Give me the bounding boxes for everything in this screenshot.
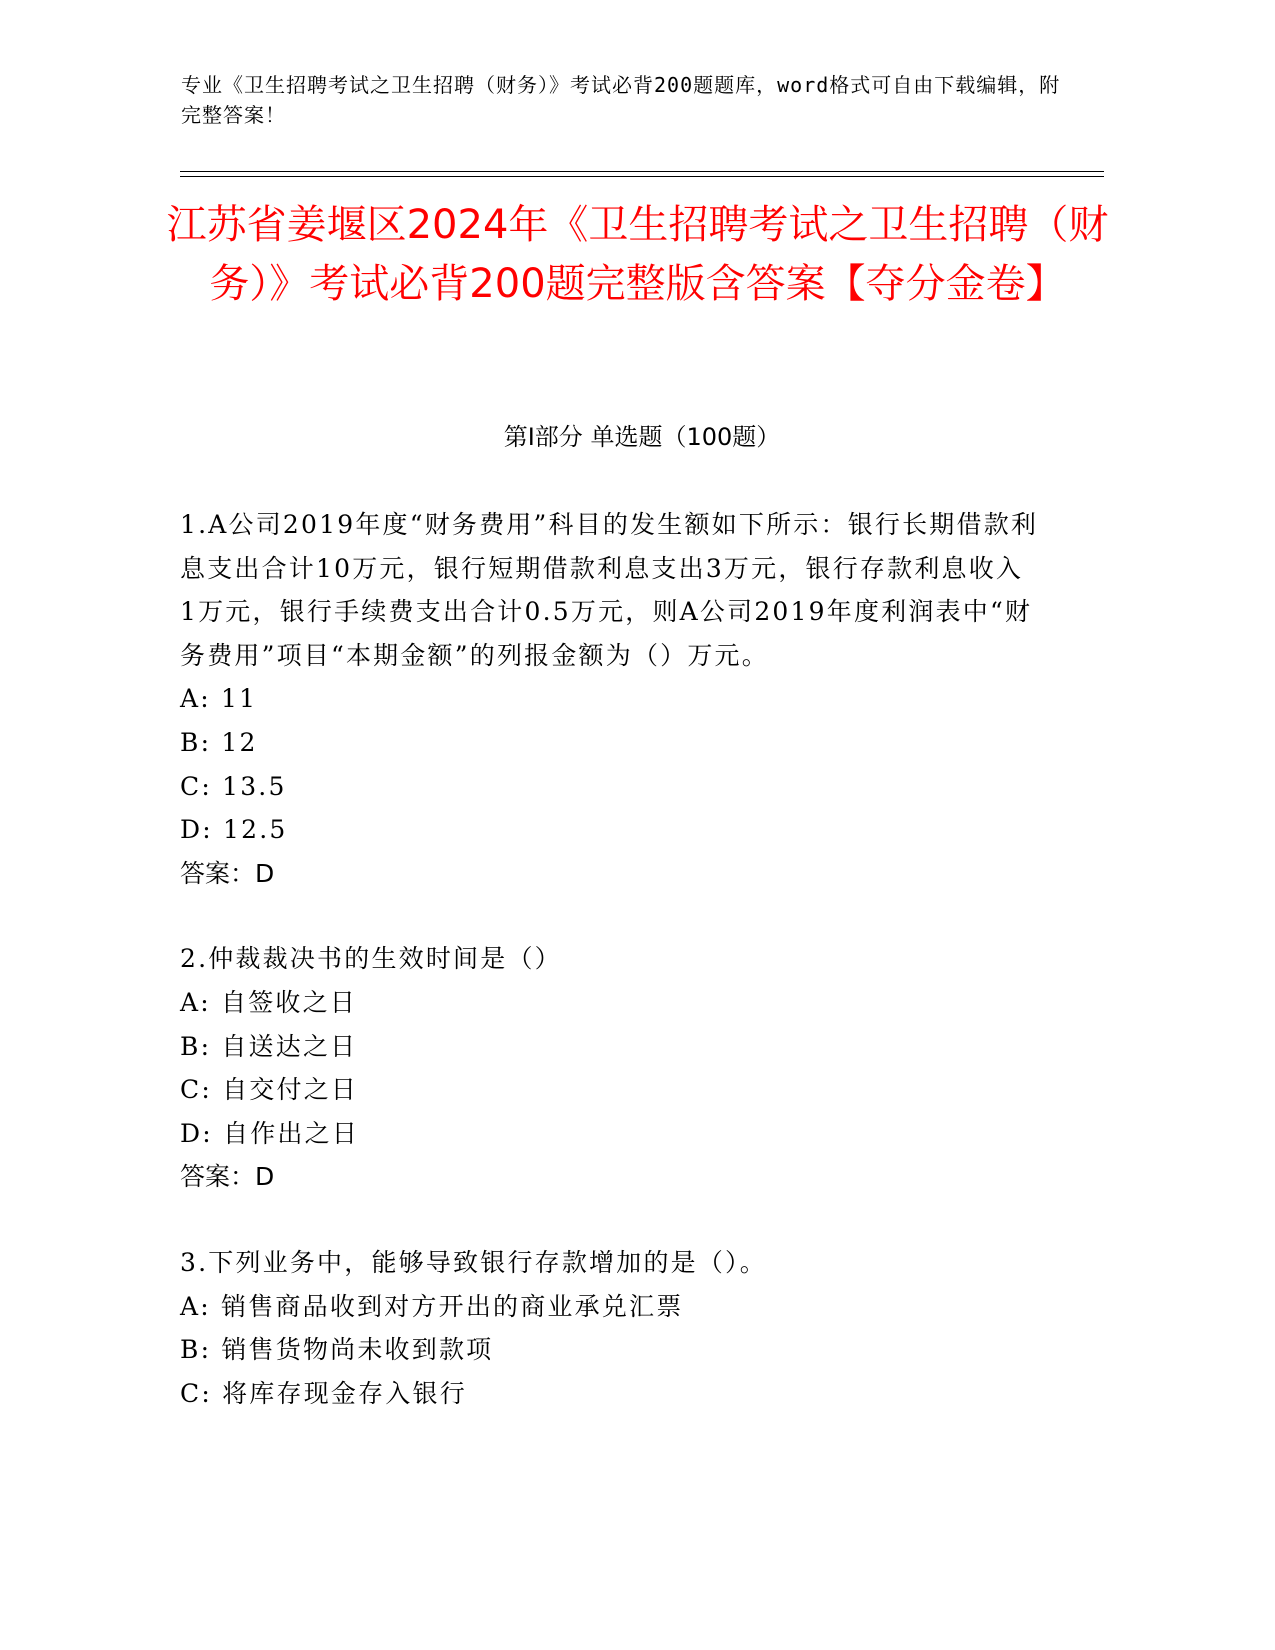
question-stem: 1.A公司2019年度“财务费用”科目的发生额如下所示：银行长期借款利息支出合计10万元，银行短期借款利息支出3万元，银行存款利息收入1万元，银行手续费支出合计0.5万元，则A公司2019年度利润表中“财务费用”项目“本期金额”的列报金额为（）万元。 bbox=[180, 510, 1039, 670]
header-rule-bottom bbox=[180, 176, 1104, 177]
question-answer: 答案：D bbox=[180, 858, 275, 888]
question-option: D: 12.5 bbox=[180, 815, 288, 845]
question-2 bbox=[180, 937, 1040, 1199]
header-rule-top bbox=[180, 171, 1104, 172]
question-option: B: 12 bbox=[180, 727, 258, 757]
question-option: C: 将库存现金存入银行 bbox=[180, 1378, 467, 1408]
question-option: A: 自签收之日 bbox=[180, 987, 358, 1017]
question-answer: 答案：D bbox=[180, 1162, 275, 1192]
question-option: B: 自送达之日 bbox=[180, 1031, 358, 1061]
question-option: C: 13.5 bbox=[180, 771, 287, 801]
question-option: B: 销售货物尚未收到款项 bbox=[180, 1335, 494, 1365]
question-option: A: 销售商品收到对方开出的商业承兑汇票 bbox=[180, 1291, 684, 1321]
question-list bbox=[180, 503, 1040, 1457]
question-stem: 3.下列业务中，能够导致银行存款增加的是（）。 bbox=[180, 1247, 767, 1277]
question-option: A: 11 bbox=[180, 684, 258, 714]
question-3 bbox=[180, 1241, 1040, 1415]
question-option: C: 自交付之日 bbox=[180, 1075, 359, 1105]
question-option: D: 自作出之日 bbox=[180, 1118, 360, 1148]
section-heading: 第Ⅰ部分 单选题（100题） bbox=[503, 423, 781, 451]
question-1 bbox=[180, 503, 1040, 895]
question-stem: 2.仲裁裁决书的生效时间是（） bbox=[180, 944, 562, 974]
document-title: 江苏省姜堰区2024年《卫生招聘考试之卫生招聘（财务）》考试必背200题完整版含答案【夺分金卷】 bbox=[166, 202, 1109, 307]
header-note: 专业《卫生招聘考试之卫生招聘（财务）》考试必背200题题库，word格式可自由下载编辑，附完整答案！ bbox=[181, 73, 1061, 127]
